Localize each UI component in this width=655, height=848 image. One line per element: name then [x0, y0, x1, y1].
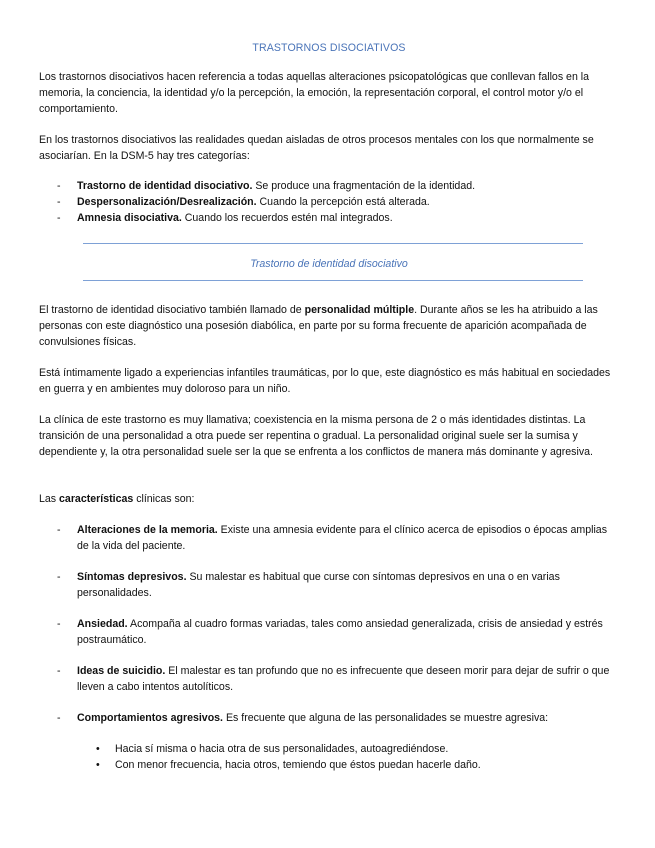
text: . Durante años se les ha atribuido a las personas con este diagnóstico una posesión diabólica, en parte por su forma frecuente de aparición acompañada de convulsiones físicas.	[39, 304, 598, 348]
list-item	[39, 710, 619, 726]
feature-term: Alteraciones de la memoria.	[77, 524, 218, 536]
feature-desc: Su malestar es habitual que curse con síntomas depresivos en una o en varias personalidades.	[77, 571, 560, 599]
aggression-list	[39, 741, 619, 773]
list-item: • Con menor frecuencia, hacia otros, temiendo que éstos puedan hacerle daño.	[39, 757, 619, 773]
feature-desc: Acompaña al cuadro formas variadas, tales como ansiedad generalizada, crisis de ansiedad y estrés postraumático.	[77, 618, 603, 646]
category-term: Despersonalización/Desrealización.	[77, 196, 257, 208]
features-list	[39, 616, 619, 648]
category-list	[39, 178, 619, 226]
text: clínicas son:	[133, 493, 195, 505]
feature-term: Comportamientos agresivos.	[77, 712, 223, 724]
paragraph-personalidad-multiple	[39, 302, 619, 350]
features-list	[39, 569, 619, 601]
list-item	[39, 663, 619, 695]
list-item: • Hacia sí misma o hacia otra de sus personalidades, autoagrediéndose.	[39, 741, 619, 757]
list-item	[39, 210, 619, 226]
paragraph-clinica: La clínica de este trastorno es muy llamativa; coexistencia en la misma persona de 2 o más identidades distintas. La transición de una personalidad a otra puede ser repentina o gradual. La personalidad original suele ser la sumisa y dependiente y, la otra personalidad suele ser la que se enfrenta a los conflictos de manera más dominante y agresiva.	[39, 414, 593, 458]
bold-text: personalidad múltiple	[304, 304, 415, 316]
paragraph-experiencias: Está íntimamente ligado a experiencias infantiles traumáticas, por lo que, este diagnóstico es más habitual en sociedades en guerra y en ambientes muy doloroso para un niño.	[39, 367, 611, 395]
list-item	[39, 178, 619, 194]
category-desc: Cuando los recuerdos estén mal integrados.	[181, 212, 393, 224]
list-item	[39, 194, 619, 210]
bold-text: características	[59, 493, 134, 505]
feature-term: Síntomas depresivos.	[77, 571, 187, 583]
category-term: Trastorno de identidad disociativo.	[77, 180, 253, 192]
text: Las	[39, 493, 60, 505]
features-list	[39, 522, 619, 554]
intro-paragraph-1: Los trastornos disociativos hacen referencia a todas aquellas alteraciones psicopatológicas que conllevan fallos en la memoria, la conciencia, la identidad y/o la percepción, la emoción, la representación corporal, el control motor y/o el comportamiento.	[39, 71, 590, 115]
category-desc: Se produce una fragmentación de la identidad.	[252, 180, 476, 192]
list-item	[39, 569, 619, 601]
category-desc: Cuando la percepción está alterada.	[256, 196, 430, 208]
list-item	[39, 522, 619, 554]
paragraph-caracteristicas	[39, 491, 619, 507]
category-term: Amnesia disociativa.	[77, 212, 182, 224]
features-list	[39, 663, 619, 695]
section-subtitle: Trastorno de identidad disociativo	[250, 258, 408, 270]
features-list	[39, 710, 619, 726]
text: El trastorno de identidad disociativo también llamado de	[39, 304, 305, 316]
intro-paragraph-2: En los trastornos disociativos las realidades quedan aisladas de otros procesos mentales con los que normalmente se asociarían. En la DSM-5 hay tres categorías:	[39, 134, 594, 162]
feature-desc: Existe una amnesia evidente para el clínico acerca de episodios o épocas amplias de la vida del paciente.	[77, 524, 607, 552]
divider-top	[83, 243, 583, 244]
feature-desc: Es frecuente que alguna de las personalidades se muestre agresiva:	[223, 712, 549, 724]
divider-bottom	[83, 280, 583, 281]
document-title: TRASTORNOS DISOCIATIVOS	[252, 42, 406, 54]
feature-term: Ideas de suicidio.	[77, 665, 166, 677]
feature-desc: El malestar es tan profundo que no es infrecuente que deseen morir para dejar de sufrir o que lleven a cabo intentos autolíticos.	[77, 665, 610, 693]
list-item	[39, 616, 619, 648]
feature-term: Ansiedad.	[77, 618, 128, 630]
